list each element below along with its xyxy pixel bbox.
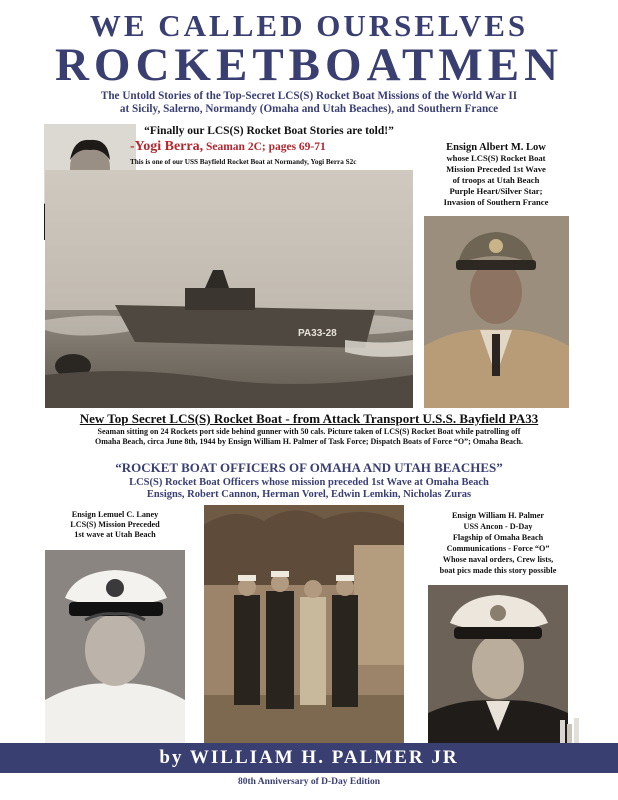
boat-title bbox=[0, 411, 618, 427]
subtitle-line1: The Untold Stories of the Top-Secret LCS(S) Rocket Boat Missions of the World War II bbox=[100, 90, 518, 102]
berra-name: -Yogi Berra, bbox=[130, 139, 204, 154]
berra-quote: “Finally our LCS(S) Rocket Boat Stories are told!” bbox=[144, 125, 394, 137]
cover-title-line1: WE CALLED OURSELVES bbox=[89, 8, 529, 43]
low-caption-line5: Purple Heart/Silver Star; bbox=[449, 186, 543, 196]
author-name: by WILLIAM H. PALMER JR bbox=[159, 747, 459, 768]
edition-text: 80th Anniversary of D-Day Edition bbox=[238, 777, 380, 787]
boat-desc-line2: Omaha Beach, circa June 8th, 1944 by Ensign William H. Palmer of Task Force; Dispatch Boats of Force “O”; Omaha Beach. bbox=[94, 437, 523, 446]
laney-caption-line3: 1st wave at Utah Beach bbox=[74, 530, 156, 539]
berra-detail: Seaman 2C; pages 69-71 bbox=[203, 141, 326, 153]
officers-title: “ROCKET BOAT OFFICERS OF OMAHA AND UTAH BEACHES” bbox=[115, 460, 503, 475]
low-caption-line3: Mission Preceded 1st Wave bbox=[446, 164, 546, 174]
albert-low-portrait-icon bbox=[424, 216, 569, 408]
berra-note: This is one of our USS Bayfield Rocket Boat at Normandy, Yogi Berra S2c bbox=[130, 158, 357, 166]
laney-portrait-icon bbox=[45, 550, 185, 743]
albert-low-photo bbox=[424, 216, 569, 408]
officers-subtitle: LCS(S) Rocket Boat Officers whose mission preceded 1st Wave at Omaha Beach bbox=[129, 477, 489, 488]
subtitle-line2: at Sicily, Salerno, Normandy (Omaha and Utah Beaches), and Southern France bbox=[119, 103, 499, 115]
laney-caption-line2: LCS(S) Mission Preceded bbox=[70, 520, 160, 529]
palmer-caption-line5: Whose naval orders, Crew lists, bbox=[442, 555, 554, 564]
cover-title-line2: ROCKETBOATMEN bbox=[54, 39, 564, 91]
officers-group-scene-icon bbox=[204, 505, 404, 743]
palmer-caption bbox=[423, 510, 573, 576]
palmer-caption-line1: Ensign William H. Palmer bbox=[451, 511, 545, 520]
low-caption-line1: Ensign Albert M. Low bbox=[446, 142, 546, 153]
berra-attribution bbox=[130, 139, 420, 155]
author-bar bbox=[0, 743, 618, 773]
palmer-caption-line2: USS Ancon - D-Day bbox=[463, 522, 533, 531]
laney-photo bbox=[45, 550, 185, 743]
officers-group-photo bbox=[204, 505, 404, 743]
boat-description bbox=[28, 427, 590, 447]
low-caption-line2: whose LCS(S) Rocket Boat bbox=[446, 153, 546, 163]
palmer-caption-line4: Communications - Force “O” bbox=[446, 544, 550, 553]
palmer-caption-line3: Flagship of Omaha Beach bbox=[452, 533, 544, 542]
low-caption-line4: of troops at Utah Beach bbox=[452, 175, 540, 185]
palmer-photo bbox=[428, 585, 568, 743]
palmer-caption-line6: boat pics made this story possible bbox=[439, 566, 557, 575]
low-caption-line6: Invasion of Southern France bbox=[443, 197, 549, 207]
boat-title-text: New Top Secret LCS(S) Rocket Boat - from Attack Transport U.S.S. Bayfield PA33 bbox=[79, 411, 539, 426]
cover-subtitle bbox=[30, 90, 588, 116]
laney-caption-line1: Ensign Lemuel C. Laney bbox=[71, 510, 159, 519]
palmer-portrait-icon bbox=[428, 585, 568, 743]
rocket-boat-scene-icon bbox=[45, 170, 413, 408]
rocket-boat-photo bbox=[45, 170, 413, 408]
laney-caption bbox=[40, 510, 190, 540]
boat-desc-line1: Seaman sitting on 24 Rockets port side behind gunner with 50 cals. Picture taken of LCS(S) Rocket Boat while patrolling off bbox=[97, 427, 521, 436]
officers-names: Ensigns, Robert Cannon, Herman Vorel, Edwin Lemkin, Nicholas Zuras bbox=[146, 489, 472, 500]
low-caption bbox=[426, 142, 566, 208]
boat-hull-marking: PA33-28 bbox=[298, 328, 337, 339]
